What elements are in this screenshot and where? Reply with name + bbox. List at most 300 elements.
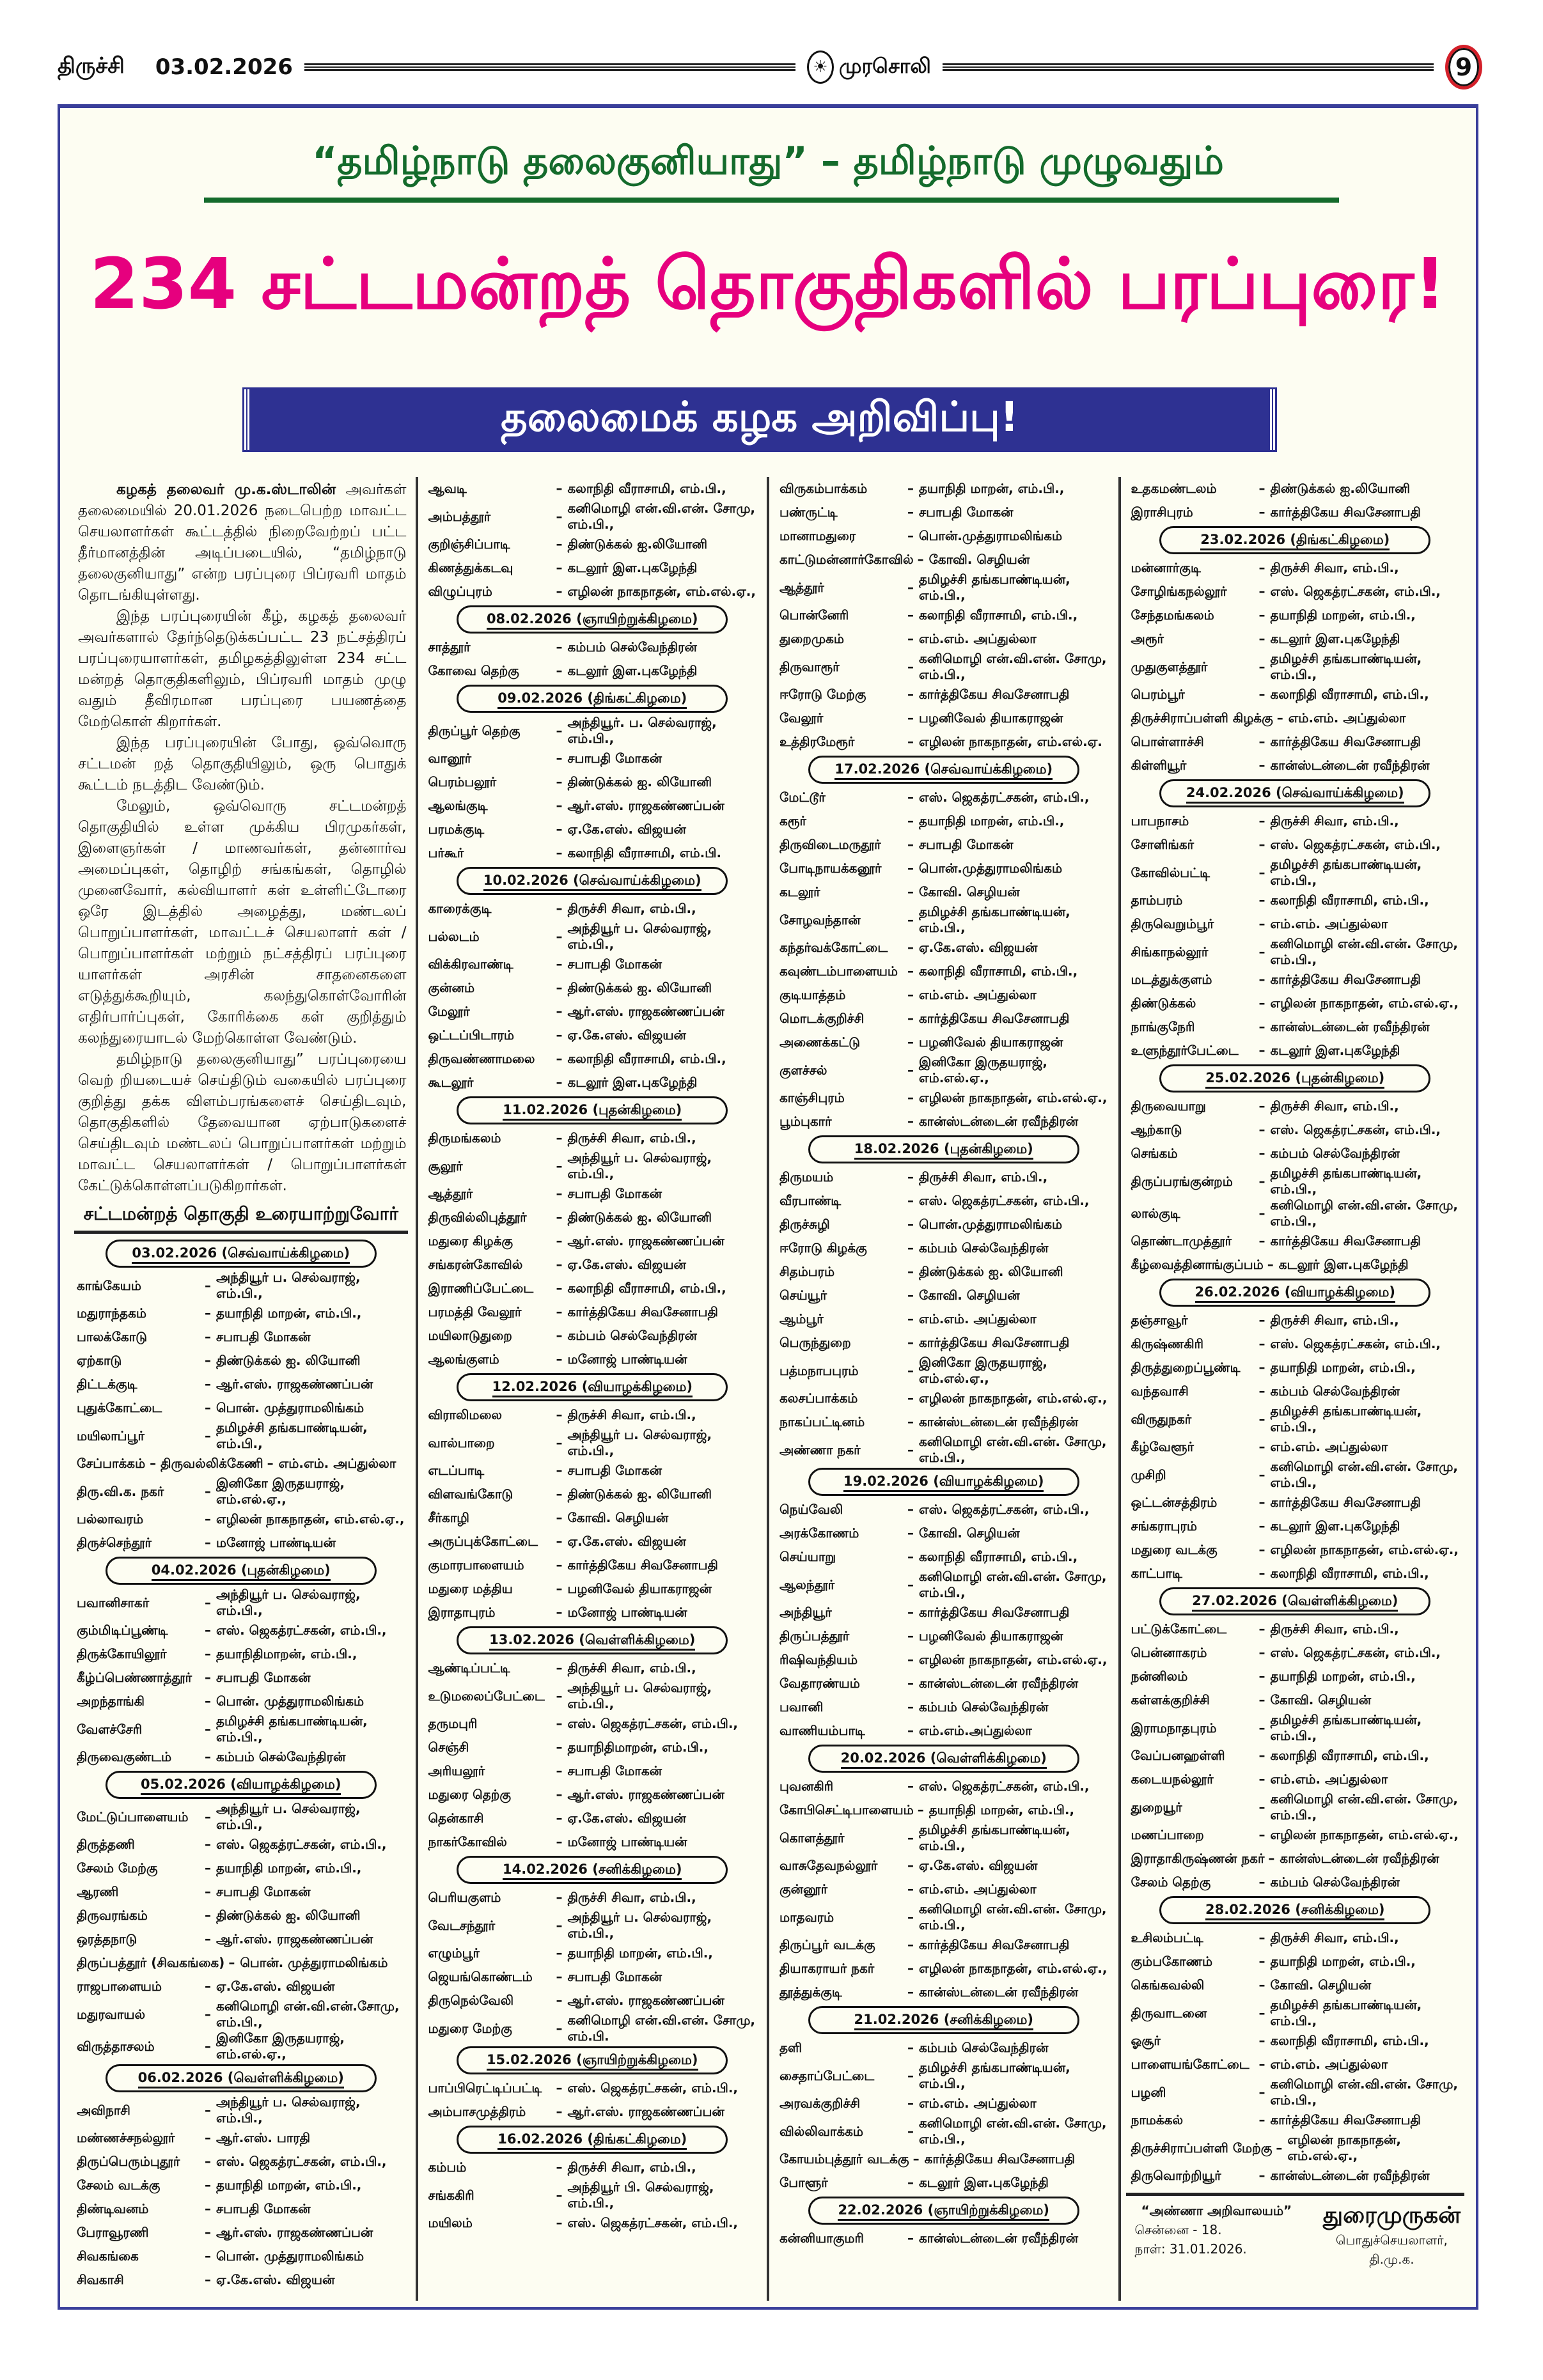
date-label: 03.02.2026 (செவ்வாய்க்கிழமை) (132, 1244, 350, 1264)
schedule-row (1126, 2029, 1465, 2053)
separator-dash: – (1258, 1827, 1265, 1842)
speaker: பழனிவேல் தியாகராஜன் (919, 710, 1063, 726)
constituency: அரியலூர் (428, 1763, 485, 1778)
speaker: எம்.எம். அப்துல்லா (1270, 916, 1388, 931)
constituency: திருநெல்வேலி (428, 1993, 514, 2008)
intro-paragraph: மேலும், ஒவ்வொரு சட்டமன்றத் தொகுதியில் உள்ள முக்கிய பிரமுகர்கள், இளைஞர்கள் / மாணவர்கள், தன்னார்வ அமைப்புகள், தொழிற் சங்கங்கள், தொழில் முனைவோர், கல்வியாளர் கள் உள்ளிட்டோரை ஒரே இடத்தில் அழைத்து, மண்டலப் பொறுப்பாளர்கள், மாவட்டச் செயலாளர் கள் / பொறுப்பாளர்கள் மற்றும் நட்சத்திரப் பரப்புரை யாளர்கள் அரசின் சாதனைகளை எடுத்துக்கூறியும், கலந்துகொள்வோரின் எதிர்பார்ப்புகள், கோரிக்கை கள் குறித்தும் கலந்துரையாடல் மேற்கொள்ள வேண்டும். (78, 798, 407, 1046)
separator-dash: – (1258, 837, 1265, 852)
constituency: மேட்டுப்பாளையம் (77, 1808, 189, 1824)
schedule-row (1126, 1641, 1465, 1665)
constituency: விக்கிரவாண்டி (428, 956, 513, 972)
schedule-row (423, 1071, 762, 1094)
constituency: சூலூர் (428, 1158, 463, 1174)
schedule-row (1126, 1380, 1465, 1403)
separator-dash: – (1258, 1173, 1265, 1189)
speaker: தமிழச்சி தங்கபாண்டியன், எம்.பி., (919, 904, 1070, 935)
schedule-row (774, 1054, 1113, 1086)
speaker: கார்த்திகேய சிவசேனாபதி (1270, 2112, 1421, 2127)
date-header (1159, 526, 1430, 554)
speaker: கான்ஸ்டன்டைன் ரவீந்திரன் (919, 1114, 1079, 1129)
schedule-row (774, 809, 1113, 833)
schedule-row (1126, 1926, 1465, 1950)
schedule-row (1126, 1118, 1465, 1142)
constituency: இராமநாதபுரம் (1131, 1720, 1217, 1736)
speaker: கனிமொழி என்.வி.என். சோமு, எம்.பி., (1270, 1459, 1459, 1490)
schedule-row (774, 1980, 1113, 2004)
constituency: வந்தவாசி (1131, 1383, 1189, 1399)
speaker: கனிமொழி என்.வி.என். சோமு, எம்.பி., (919, 651, 1107, 682)
schedule-row (1126, 1617, 1465, 1641)
schedule-row (774, 1521, 1113, 1545)
separator-dash: – (205, 1860, 211, 1876)
constituency: கடலூர் (779, 884, 820, 899)
schedule-row (1126, 1197, 1465, 1229)
separator-dash: – (556, 1890, 563, 1905)
constituency: நன்னிலம் (1131, 1668, 1188, 1684)
constituency: நாகர்கோவில் (428, 1834, 507, 1849)
schedule-row (774, 1284, 1113, 1307)
speaker: ஆர்.எஸ். ராஜகண்ணப்பன் (216, 2225, 373, 2240)
separator-dash: – (205, 1427, 211, 1443)
issuer-address (1135, 2201, 1292, 2269)
speaker: கம்பம் செல்வேந்திரன் (919, 2040, 1049, 2055)
date-header (808, 756, 1079, 784)
date-label: 24.02.2026 (செவ்வாய்க்கிழமை) (1186, 784, 1404, 804)
speaker: கலாநிதி வீராசாமி, எம்.பி., (567, 481, 726, 496)
constituency: ஒட்டப்பிடாரம் (428, 1027, 515, 1043)
speaker: கம்பம் செல்வேந்திரன் (1270, 1383, 1400, 1399)
separator-dash: – (1258, 1233, 1265, 1248)
date-label: 26.02.2026 (வியாழக்கிழமை) (1195, 1283, 1395, 1303)
constituency: இராதாகிருஷ்ணன் நகர் (1131, 1851, 1265, 1866)
speaker: தயாநிதி மாறன், எம்.பி., (567, 1945, 713, 1961)
schedule-heading: சட்டமன்றத் தொகுதி உரையாற்றுவோர் (74, 1197, 408, 1234)
constituency: வானூர் (428, 751, 472, 766)
intro-paragraph-text: அவர்கள் தலைமையில் 20.01.2026 நடைபெற்ற மாவட்ட செயலாளர்கள் கூட்டத்தில் நிறைவேற்றப் பட்ட தீர்மானத்தின் அடிப்படையில், “தமிழ்நாடு தலைகுனியாது” என்ற பரப்புரை பிப்ரவரி மாதம் தொடங்கியுள்ளது. (78, 481, 407, 603)
schedule-row (72, 2030, 411, 2062)
schedule-row (72, 1452, 411, 1475)
speaker: சபாபதி மோகன் (216, 1329, 311, 1344)
schedule-row (1126, 2076, 1465, 2108)
speaker: எஸ். ஜெகத்ரட்சகன், எம்.பி., (216, 1837, 387, 1852)
separator-dash: – (205, 1277, 211, 1293)
constituency: நாங்குநேரி (1131, 1019, 1195, 1034)
date-label: 09.02.2026 (திங்கட்கிழமை) (497, 689, 687, 709)
schedule-row (1126, 1688, 1465, 1712)
schedule-row (774, 1878, 1113, 1901)
speaker: எம்.எம்.அப்துல்லா (919, 1723, 1032, 1738)
speaker: அந்தியூர் பி. செல்வராஜ், எம்.பி., (567, 2179, 714, 2211)
constituency: கொளத்தூர் (779, 1830, 845, 1846)
separator-dash: – (907, 2096, 914, 2111)
schedule-row (1126, 857, 1465, 889)
constituency: முதுகுளத்தூர் (1131, 658, 1208, 674)
constituency: மணப்பாறை (1131, 1827, 1204, 1842)
schedule-row (774, 1110, 1113, 1133)
schedule-row (1126, 1847, 1465, 1871)
schedule-row (1126, 754, 1465, 777)
separator-dash: – (205, 1594, 211, 1610)
speaker: கான்ஸ்டன்டைன் ரவீந்திரன் (1280, 1851, 1439, 1866)
speaker: எழிலன் நாகநாதன், எம்.எல்.ஏ., (216, 1511, 405, 1527)
schedule-row (72, 1475, 411, 1507)
constituency: கெங்கவல்லி (1131, 1977, 1205, 1993)
speaker: தயாநிதி மாறன், எம்.பி., (216, 2177, 362, 2193)
constituency: மன்னார்குடி (1131, 560, 1201, 575)
signature-block (1126, 2193, 1465, 2269)
schedule-row (774, 1410, 1113, 1434)
constituency: எடப்பாடி (428, 1463, 485, 1478)
speaker: ஆர்.எஸ். ராஜகண்ணப்பன் (567, 2104, 725, 2119)
separator-dash: – (1258, 607, 1265, 623)
schedule-row (774, 477, 1113, 501)
constituency: காட்டுமன்னார்கோவில் (779, 552, 914, 567)
constituency: உளுந்தூர்பேட்டை (1131, 1043, 1239, 1058)
schedule-row (774, 706, 1113, 730)
speaker: தயாநிதி மாறன், எம்.பி., (1270, 1954, 1416, 1969)
speaker: கடலூர் இள.புகழேந்தி (567, 1075, 698, 1090)
schedule-row (72, 1690, 411, 1713)
constituency: சோழிங்கநல்லூர் (1131, 584, 1227, 599)
constituency: அருப்புக்கோட்டை (428, 1534, 538, 1549)
schedule-row (72, 2244, 411, 2268)
constituency: ஆவடி (428, 481, 467, 496)
constituency: மதுரை தெற்கு (428, 1787, 512, 1802)
constituency: கீழ்வைத்தினாங்குப்பம் (1131, 1257, 1264, 1272)
schedule-row (774, 2147, 1113, 2171)
separator-dash: – (556, 1075, 563, 1090)
separator-dash: – (1258, 1874, 1265, 1890)
constituency: சேப்பாக்கம் – திருவல்லிக்கேணி (77, 1456, 263, 1471)
speaker: கடலூர் இள.புகழேந்தி (567, 663, 698, 678)
speaker: கார்த்திகேய சிவசேனாபதி (1270, 1495, 1421, 1510)
schedule-row (1126, 809, 1465, 833)
speaker: எஸ். ஜெகத்ரட்சகன், எம்.பி., (919, 1778, 1090, 1794)
constituency: திட்டக்குடி (77, 1376, 137, 1392)
date-label: 20.02.2026 (வெள்ளிக்கிழமை) (841, 1749, 1047, 1769)
date-header (106, 1557, 377, 1585)
separator-dash: – (1258, 1954, 1265, 1969)
schedule-row (72, 1927, 411, 1951)
constituency: கடையநல்லூர் (1131, 1771, 1214, 1787)
speaker: தயாநிதிமாறன், எம்.பி., (567, 1739, 709, 1755)
schedule-row (72, 2197, 411, 2221)
schedule-row (423, 533, 762, 556)
separator-dash: – (907, 1778, 914, 1794)
constituency: திருவையாறு (1131, 1098, 1206, 1114)
constituency: திருப்பூர் தெற்கு (428, 722, 521, 738)
separator-dash: – (1258, 1799, 1265, 1815)
schedule-row (774, 651, 1113, 683)
constituency: காட்பாடி (1131, 1566, 1182, 1581)
schedule-row (774, 1933, 1113, 1957)
constituency: கன்னியாகுமரி (779, 2230, 864, 2246)
constituency: இராதாபுரம் (428, 1605, 496, 1620)
schedule-row (72, 2221, 411, 2244)
constituency: போடிநாயக்கனூர் (779, 860, 882, 876)
schedule-row (1126, 1142, 1465, 1165)
schedule-row (774, 524, 1113, 548)
separator-dash: – (556, 2104, 563, 2119)
constituency: பாபநாசம் (1131, 813, 1189, 828)
constituency: பரமத்தி வேலூர் (428, 1304, 522, 1319)
schedule-row (774, 786, 1113, 809)
schedule-row (423, 635, 762, 659)
constituency: நெய்வேலி (779, 1502, 843, 1517)
constituency: வாணியம்பாடி (779, 1723, 865, 1738)
constituency: காஞ்சிபுரம் (779, 1090, 845, 1105)
separator-dash: – (907, 1676, 914, 1691)
speaker: எஸ். ஜெகத்ரட்சகன், எம்.பி., (216, 1622, 387, 1638)
schedule-row (423, 770, 762, 794)
constituency: நாகப்பட்டினம் (779, 1414, 865, 1429)
constituency: வேலூர் (779, 710, 824, 726)
constituency: கீழ்ப்பெண்ணாத்தூர் (77, 1670, 192, 1685)
speaker: திருச்சி சிவா, எம்.பி., (567, 1660, 696, 1676)
separator-dash: – (907, 884, 914, 899)
schedule-row (423, 1182, 762, 1206)
speaker: திண்டுக்கல் ஐ. லியோனி (216, 1908, 361, 1923)
separator-dash: – (556, 508, 563, 524)
constituency: குடியாத்தம் (779, 987, 846, 1002)
constituency: வால்பாறை (428, 1435, 495, 1451)
column-2 (418, 477, 770, 2301)
schedule-row (423, 1000, 762, 1023)
speaker: மனோஜ் பாண்டியன் (216, 1535, 336, 1550)
constituency: கூடலூர் (428, 1075, 474, 1090)
speaker: திருச்சி சிவா, எம்.பி., (1270, 1621, 1399, 1637)
date-label: 18.02.2026 (புதன்கிழமை) (854, 1140, 1033, 1160)
schedule-row (1126, 603, 1465, 627)
speaker: கோவி. செழியன் (1270, 1692, 1372, 1707)
speaker: பொன். முத்துராமலிங்கம் (216, 1400, 364, 1415)
speaker: தயாநிதி மாறன், எம்.பி., (919, 481, 1065, 496)
separator-dash: – (205, 1749, 211, 1764)
constituency: ஜெயங்கொண்டம் (428, 1969, 533, 1984)
constituency: மயிலம் (428, 2215, 473, 2230)
separator-dash: – (907, 631, 914, 646)
schedule-row (1126, 1253, 1465, 1277)
constituency: காங்கேயம் (77, 1277, 141, 1293)
schedule-row (1126, 556, 1465, 580)
speaker: மனோஜ் பாண்டியன் (567, 1834, 687, 1849)
speaker: இனிகோ இருதயராஜ், எம்.எல்.ஏ., (216, 2030, 345, 2062)
separator-dash: – (556, 639, 563, 655)
speaker: எழிலன் நாகநாதன், எம்.எல்.ஏ., (919, 1090, 1108, 1105)
date-label: 19.02.2026 (வியாழக்கிழமை) (843, 1472, 1044, 1492)
speaker: எஸ். ஜெகத்ரட்சகன், எம்.பி., (567, 1716, 739, 1731)
separator-dash: – (1258, 1019, 1265, 1034)
schedule-row (1126, 936, 1465, 968)
schedule-row (423, 1427, 762, 1459)
separator-dash: – (907, 1576, 914, 1592)
constituency: விருகம்பாக்கம் (779, 481, 868, 496)
speaker: இனிகோ இருதயராஜ், எம்.எல்.ஏ., (919, 1054, 1048, 1085)
separator-dash: – (556, 1763, 563, 1778)
separator-dash: – (556, 722, 563, 738)
constituency: மதுரை வடக்கு (1131, 1542, 1218, 1557)
speaker: பழனிவேல் தியாகராஜன் (567, 1581, 712, 1596)
speaker: எழிலன் நாகநாதன், எம்.எல்.ஏ., (1270, 1542, 1459, 1557)
constituency: தென்காசி (428, 1810, 484, 1826)
speaker: திண்டுக்கல் ஐ. லியோனி (567, 1209, 712, 1225)
date-label: 14.02.2026 (சனிக்கிழமை) (503, 1860, 682, 1880)
separator-dash: – (1258, 1146, 1265, 1161)
speaker: அந்தியூர் ப. செல்வராஜ், எம்.பி., (216, 2094, 361, 2126)
separator-dash: – (907, 1881, 914, 1897)
separator-dash: – (205, 1931, 211, 1947)
schedule-row (72, 1951, 411, 1975)
constituency: சோழவந்தான் (779, 912, 861, 928)
issue-date: 03.02.2026 (155, 54, 293, 80)
schedule-row (72, 1531, 411, 1555)
speaker: எம்.எம். அப்துல்லா (919, 987, 1037, 1002)
speaker: எழிலன் நாகநாதன், எம்.எல்.ஏ., (1287, 2132, 1402, 2163)
constituency: சிவகங்கை (77, 2248, 139, 2264)
speaker: தமிழச்சி தங்கபாண்டியன், எம்.பி., (1270, 1403, 1422, 1435)
schedule-columns (67, 477, 1469, 2301)
schedule-row (1126, 651, 1465, 683)
separator-dash: – (907, 1858, 914, 1873)
separator-dash: – (205, 2102, 211, 2118)
schedule-row (774, 936, 1113, 960)
date-header (808, 2197, 1079, 2225)
constituency: பூம்புகார் (779, 1114, 832, 1129)
speaker: எஸ். ஜெகத்ரட்சகன், எம்.பி., (567, 2215, 739, 2230)
separator-dash: – (907, 1217, 914, 1232)
speaker: இனிகோ இருதயராஜ், எம்.எல்.ஏ., (216, 1475, 345, 1507)
speaker: கார்த்திகேய சிவசேனாபதி (1270, 1233, 1421, 1248)
separator-dash: – (907, 1311, 914, 1326)
speaker: சபாபதி மோகன் (567, 1463, 662, 1478)
constituency: சங்ககிரி (428, 2187, 474, 2203)
schedule-row (72, 1642, 411, 1666)
schedule-row (423, 1830, 762, 1854)
speaker: கோவி. செழியன் (919, 1525, 1020, 1541)
schedule-row (774, 1434, 1113, 1466)
schedule-row (774, 1775, 1113, 1798)
schedule-row (72, 1856, 411, 1880)
separator-dash: – (1258, 1977, 1265, 1993)
separator-dash: – (907, 1984, 914, 2000)
constituency: திருவண்ணாமலை (428, 1051, 535, 1066)
separator-dash: – (907, 658, 914, 674)
schedule-row (423, 1736, 762, 1759)
speaker: பழனிவேல் தியாகராஜன் (919, 1628, 1063, 1644)
schedule-row (72, 1880, 411, 1904)
speaker: எஸ். ஜெகத்ரட்சகன், எம்.பி., (919, 1193, 1090, 1208)
separator-dash: – (556, 1605, 563, 1620)
speaker: திருச்சி சிவா, எம்.பி., (1270, 1930, 1399, 1945)
separator-dash: – (556, 1158, 563, 1174)
speaker: திண்டுக்கல் ஐ. லியோனி (567, 1486, 712, 1502)
speaker: எம்.எம். அப்துல்லா (1270, 1439, 1388, 1454)
separator-dash: – (556, 1130, 563, 1146)
separator-dash: – (1258, 995, 1265, 1011)
date-header (457, 2046, 728, 2074)
separator-dash: – (907, 1062, 914, 1078)
speaker: தமிழச்சி தங்கபாண்டியன், எம்.பி., (1270, 1712, 1422, 1743)
separator-dash: – (907, 504, 914, 520)
separator-dash: – (907, 1169, 914, 1185)
schedule-row (423, 1459, 762, 1482)
date-label: 17.02.2026 (செவ்வாய்க்கிழமை) (834, 760, 1053, 780)
constituency: கோபிசெட்டிபாளையம் (779, 1802, 914, 1817)
speaker: திருச்சி சிவா, எம்.பி., (1270, 1098, 1399, 1114)
constituency: திருவரங்கம் (77, 1908, 148, 1923)
separator-dash: – (556, 1716, 563, 1731)
speaker: கார்த்திகேய சிவசேனாபதி (919, 1335, 1070, 1350)
separator-dash: – (1258, 1439, 1265, 1454)
schedule-row (423, 580, 762, 603)
speaker: கார்த்திகேய சிவசேனாபதி (567, 1304, 718, 1319)
schedule-row (423, 1989, 762, 2012)
schedule-row (423, 1783, 762, 1807)
separator-dash: – (205, 1808, 211, 1824)
masthead (58, 45, 1482, 89)
kicker-underline (204, 198, 1339, 203)
date-header (457, 685, 728, 713)
schedule-row (423, 1324, 762, 1348)
speaker: கார்த்திகேய சிவசேனாபதி (1270, 734, 1421, 749)
speaker: எழிலன் நாகநாதன், எம்.எல்.ஏ., (1270, 995, 1459, 1011)
constituency: தியாகராயர் நகர் (779, 1961, 875, 1976)
schedule-row (1126, 1094, 1465, 1118)
constituency: சங்கரன்கோவில் (428, 1257, 523, 1272)
constituency: வில்லிவாக்கம் (779, 2123, 863, 2139)
constituency: பொன்னேரி (779, 607, 849, 623)
date-header (106, 1240, 377, 1268)
separator-dash: – (907, 912, 914, 928)
separator-dash: – (907, 1034, 914, 1050)
constituency: பத்மநாபபுரம் (779, 1362, 859, 1378)
speaker: எஸ். ஜெகத்ரட்சகன், எம்.பி., (567, 2080, 739, 2096)
speaker: தயாநிதிமாறன், எம்.பி., (216, 1646, 357, 1661)
speaker: எம்.எம். அப்துல்லா (1288, 710, 1406, 726)
constituency: ஆலங்குளம் (428, 1351, 499, 1367)
constituency: விருத்தாசலம் (77, 2038, 155, 2054)
speaker: கனிமொழி என்.வி.என். சோமு, எம்.பி., (919, 1434, 1107, 1465)
speaker: கார்த்திகேய சிவசேனாபதி (919, 1605, 1070, 1620)
separator-dash: – (556, 1280, 563, 1296)
schedule-row (774, 627, 1113, 651)
signatory (1323, 2201, 1461, 2269)
schedule-row (774, 1798, 1113, 1822)
constituency: கீழ்வேளூர் (1131, 1439, 1194, 1454)
speaker: திண்டுக்கல் ஐ. லியோனி (919, 1264, 1063, 1279)
separator-dash: – (907, 1414, 914, 1429)
speaker: கோவி. செழியன் (1270, 1977, 1372, 1993)
constituency: பல்லாவரம் (77, 1511, 144, 1527)
constituency: திருத்தணி (77, 1837, 135, 1852)
speaker: ஆர்.எஸ். ராஜகண்ணப்பன் (216, 1931, 373, 1947)
speaker: கார்த்திகேய சிவசேனாபதி (924, 2151, 1075, 2166)
constituency: ஈரோடு மேற்கு (779, 687, 866, 702)
speaker: திருச்சி சிவா, எம்.பி., (567, 1890, 696, 1905)
separator-dash: – (556, 1027, 563, 1043)
constituency: பாலக்கோடு (77, 1329, 148, 1344)
separator-dash: – (907, 1605, 914, 1620)
speaker: கோவி. செழியன் (928, 552, 1030, 567)
schedule-row (72, 1349, 411, 1373)
schedule-row (72, 1619, 411, 1642)
schedule-row (774, 1695, 1113, 1719)
schedule-row (774, 1086, 1113, 1110)
separator-dash: – (1258, 1312, 1265, 1328)
separator-dash: – (907, 860, 914, 876)
schedule-row (423, 659, 762, 683)
date-label: 25.02.2026 (புதன்கிழமை) (1205, 1069, 1384, 1089)
